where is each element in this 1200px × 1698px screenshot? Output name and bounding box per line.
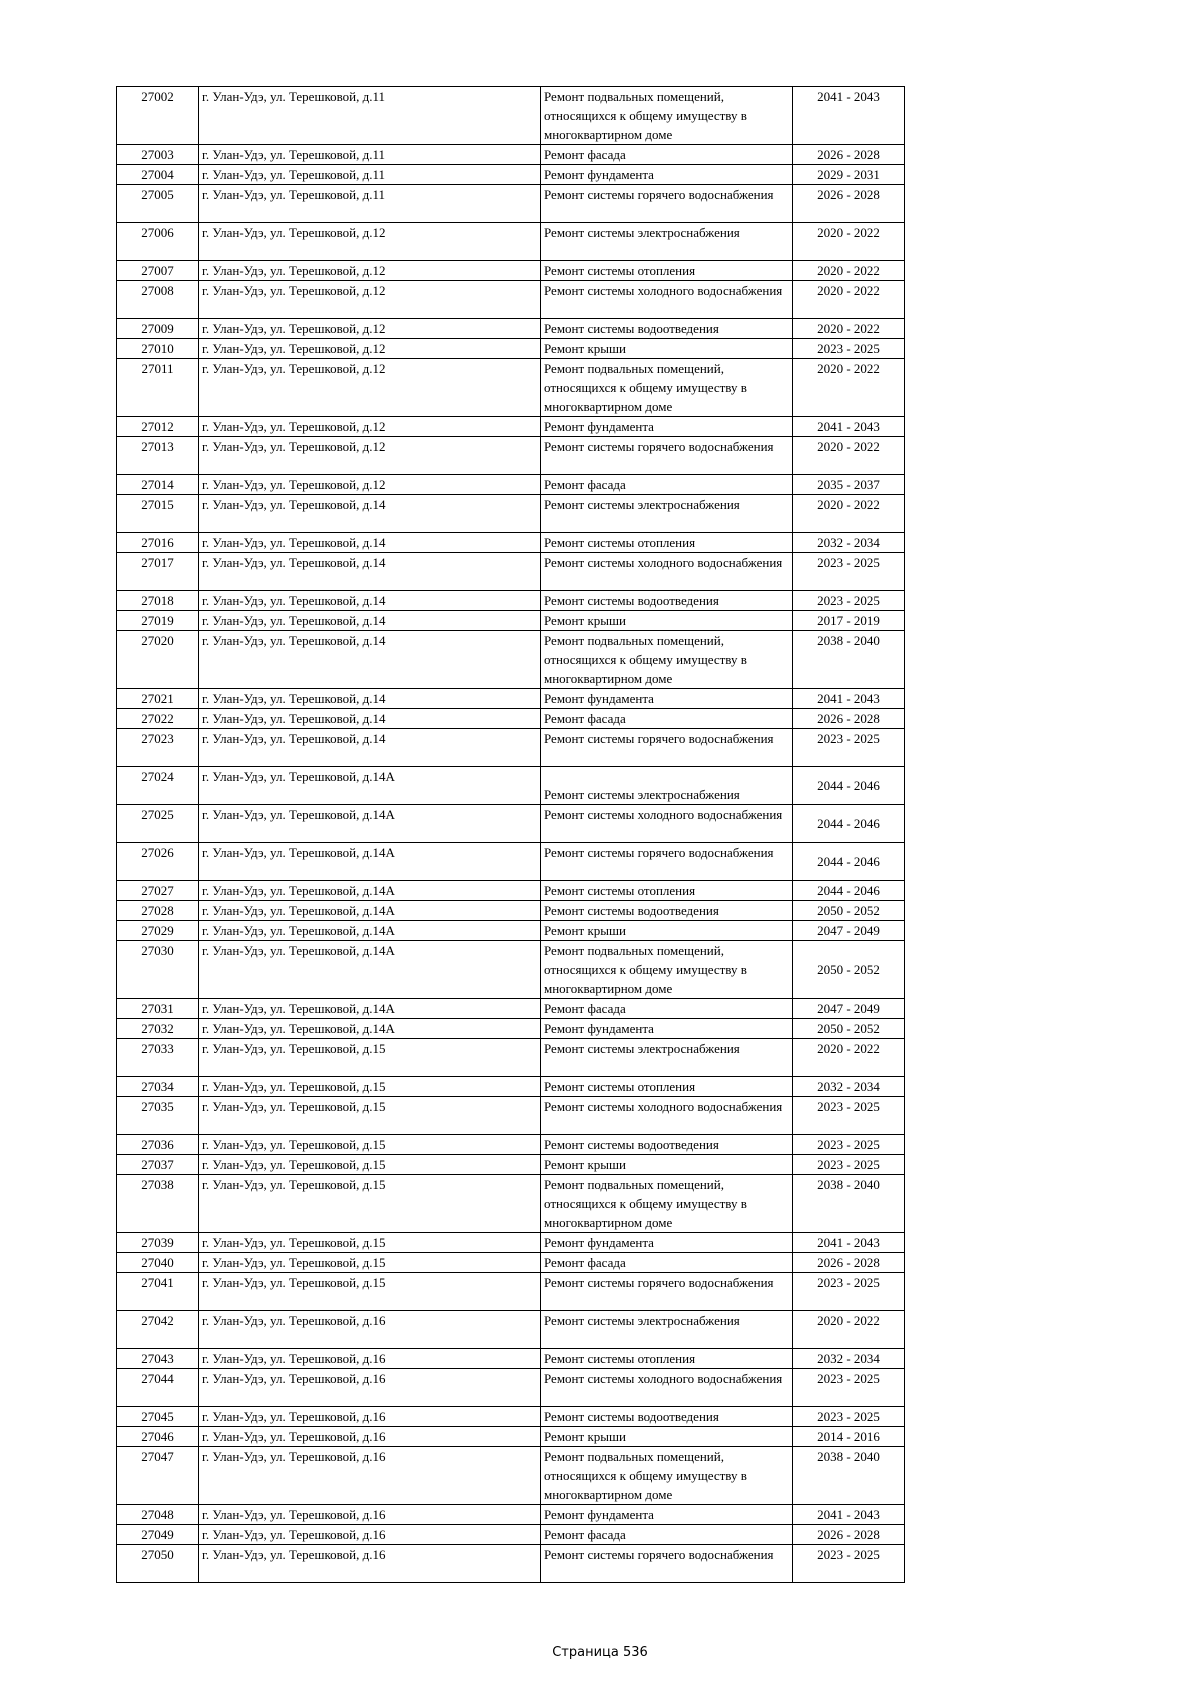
table-row [117,165,905,185]
cell-work-type: Ремонт системы водоотведения [541,1407,793,1427]
cell-period: 2023 - 2025 [793,729,905,767]
cell-object-id: 27037 [117,1155,199,1175]
cell-object-id: 27034 [117,1077,199,1097]
cell-work-type: Ремонт системы горячего водоснабжения [541,729,793,767]
cell-address: г. Улан-Удэ, ул. Терешковой, д.11 [199,165,541,185]
cell-period: 2038 - 2040 [793,631,905,689]
table-row [117,843,905,881]
cell-work-type: Ремонт фундамента [541,1505,793,1525]
cell-object-id: 27017 [117,553,199,591]
cell-address: г. Улан-Удэ, ул. Терешковой, д.11 [199,185,541,223]
table-row [117,1039,905,1077]
cell-work-type: Ремонт системы горячего водоснабжения [541,1545,793,1583]
table-row [117,1135,905,1155]
cell-object-id: 27048 [117,1505,199,1525]
table-row [117,1097,905,1135]
table-row [117,281,905,319]
cell-address: г. Улан-Удэ, ул. Терешковой, д.15 [199,1175,541,1233]
cell-work-type: Ремонт системы отопления [541,261,793,281]
cell-address: г. Улан-Удэ, ул. Терешковой, д.14А [199,843,541,881]
table-row [117,1155,905,1175]
cell-address: г. Улан-Удэ, ул. Терешковой, д.14 [199,689,541,709]
cell-address: г. Улан-Удэ, ул. Терешковой, д.14А [199,901,541,921]
cell-work-type: Ремонт системы электроснабжения [541,495,793,533]
cell-object-id: 27043 [117,1349,199,1369]
cell-object-id: 27024 [117,767,199,805]
cell-address: г. Улан-Удэ, ул. Терешковой, д.15 [199,1135,541,1155]
cell-work-type: Ремонт системы холодного водоснабжения [541,1097,793,1135]
cell-object-id: 27026 [117,843,199,881]
cell-work-type: Ремонт системы водоотведения [541,1135,793,1155]
cell-period: 2023 - 2025 [793,591,905,611]
cell-address: г. Улан-Удэ, ул. Терешковой, д.16 [199,1505,541,1525]
cell-object-id: 27006 [117,223,199,261]
cell-work-type: Ремонт подвальных помещений, относящихся к общему имуществу в многоквартирном доме [541,359,793,417]
cell-object-id: 27011 [117,359,199,417]
cell-object-id: 27020 [117,631,199,689]
cell-period: 2029 - 2031 [793,165,905,185]
cell-address: г. Улан-Удэ, ул. Терешковой, д.12 [199,437,541,475]
cell-address: г. Улан-Удэ, ул. Терешковой, д.15 [199,1273,541,1311]
cell-period: 2044 - 2046 [793,843,905,881]
cell-object-id: 27029 [117,921,199,941]
cell-work-type: Ремонт крыши [541,611,793,631]
cell-period: 2050 - 2052 [793,901,905,921]
table-row [117,901,905,921]
cell-work-type: Ремонт системы отопления [541,1077,793,1097]
cell-period: 2032 - 2034 [793,533,905,553]
cell-period: 2020 - 2022 [793,359,905,417]
cell-period: 2026 - 2028 [793,185,905,223]
cell-object-id: 27050 [117,1545,199,1583]
cell-object-id: 27009 [117,319,199,339]
cell-period: 2023 - 2025 [793,1545,905,1583]
cell-period: 2047 - 2049 [793,921,905,941]
table-row [117,1077,905,1097]
cell-period: 2020 - 2022 [793,1311,905,1349]
cell-work-type: Ремонт фасада [541,709,793,729]
cell-work-type: Ремонт системы холодного водоснабжения [541,1369,793,1407]
cell-object-id: 27016 [117,533,199,553]
cell-object-id: 27013 [117,437,199,475]
table-row [117,1253,905,1273]
cell-period: 2050 - 2052 [793,1019,905,1039]
cell-address: г. Улан-Удэ, ул. Терешковой, д.14А [199,767,541,805]
cell-address: г. Улан-Удэ, ул. Терешковой, д.14А [199,941,541,999]
cell-work-type: Ремонт подвальных помещений, относящихся к общему имуществу в многоквартирном доме [541,1175,793,1233]
cell-address: г. Улан-Удэ, ул. Терешковой, д.11 [199,87,541,145]
cell-address: г. Улан-Удэ, ул. Терешковой, д.14 [199,709,541,729]
cell-period: 2017 - 2019 [793,611,905,631]
cell-object-id: 27042 [117,1311,199,1349]
table-row [117,553,905,591]
cell-object-id: 27003 [117,145,199,165]
cell-period: 2023 - 2025 [793,1135,905,1155]
cell-object-id: 27036 [117,1135,199,1155]
cell-object-id: 27005 [117,185,199,223]
cell-work-type: Ремонт системы электроснабжения [541,767,793,805]
cell-period: 2014 - 2016 [793,1427,905,1447]
cell-work-type: Ремонт системы отопления [541,1349,793,1369]
cell-work-type: Ремонт фасада [541,1525,793,1545]
cell-work-type: Ремонт фасада [541,475,793,495]
cell-address: г. Улан-Удэ, ул. Терешковой, д.16 [199,1407,541,1427]
cell-work-type: Ремонт крыши [541,921,793,941]
table-row [117,729,905,767]
cell-work-type: Ремонт системы водоотведения [541,901,793,921]
cell-object-id: 27030 [117,941,199,999]
cell-period: 2020 - 2022 [793,437,905,475]
table-row [117,145,905,165]
cell-address: г. Улан-Удэ, ул. Терешковой, д.15 [199,1077,541,1097]
cell-work-type: Ремонт системы горячего водоснабжения [541,185,793,223]
repair-schedule-table [116,86,905,1583]
table-row [117,921,905,941]
cell-work-type: Ремонт подвальных помещений, относящихся к общему имуществу в многоквартирном доме [541,87,793,145]
table-row [117,591,905,611]
cell-address: г. Улан-Удэ, ул. Терешковой, д.15 [199,1253,541,1273]
cell-work-type: Ремонт системы горячего водоснабжения [541,1273,793,1311]
cell-work-type: Ремонт подвальных помещений, относящихся к общему имуществу в многоквартирном доме [541,631,793,689]
table-row [117,999,905,1019]
table-row [117,1407,905,1427]
cell-address: г. Улан-Удэ, ул. Терешковой, д.14А [199,921,541,941]
cell-work-type: Ремонт системы электроснабжения [541,223,793,261]
cell-period: 2041 - 2043 [793,417,905,437]
cell-period: 2041 - 2043 [793,87,905,145]
cell-object-id: 27015 [117,495,199,533]
cell-period: 2023 - 2025 [793,1273,905,1311]
cell-object-id: 27027 [117,881,199,901]
table-row [117,223,905,261]
cell-address: г. Улан-Удэ, ул. Терешковой, д.12 [199,417,541,437]
cell-work-type: Ремонт системы горячего водоснабжения [541,437,793,475]
cell-object-id: 27023 [117,729,199,767]
cell-work-type: Ремонт крыши [541,1427,793,1447]
page-number: Страница 536 [552,1645,648,1660]
cell-object-id: 27039 [117,1233,199,1253]
cell-period: 2023 - 2025 [793,1407,905,1427]
table-row [117,1369,905,1407]
cell-address: г. Улан-Удэ, ул. Терешковой, д.12 [199,281,541,319]
cell-object-id: 27033 [117,1039,199,1077]
cell-address: г. Улан-Удэ, ул. Терешковой, д.14А [199,881,541,901]
cell-work-type: Ремонт системы холодного водоснабжения [541,805,793,843]
cell-period: 2032 - 2034 [793,1349,905,1369]
table-row [117,437,905,475]
cell-object-id: 27031 [117,999,199,1019]
table-row [117,475,905,495]
cell-work-type: Ремонт фундамента [541,1019,793,1039]
cell-object-id: 27012 [117,417,199,437]
table-row [117,709,905,729]
cell-address: г. Улан-Удэ, ул. Терешковой, д.14 [199,553,541,591]
cell-address: г. Улан-Удэ, ул. Терешковой, д.12 [199,359,541,417]
cell-work-type: Ремонт системы горячего водоснабжения [541,843,793,881]
cell-period: 2026 - 2028 [793,145,905,165]
cell-period: 2044 - 2046 [793,805,905,843]
cell-address: г. Улан-Удэ, ул. Терешковой, д.14 [199,631,541,689]
cell-work-type: Ремонт подвальных помещений, относящихся к общему имуществу в многоквартирном доме [541,1447,793,1505]
table-row [117,533,905,553]
cell-period: 2047 - 2049 [793,999,905,1019]
table-row [117,261,905,281]
cell-object-id: 27038 [117,1175,199,1233]
table-row [117,805,905,843]
cell-address: г. Улан-Удэ, ул. Терешковой, д.15 [199,1155,541,1175]
cell-address: г. Улан-Удэ, ул. Терешковой, д.14А [199,805,541,843]
cell-work-type: Ремонт системы холодного водоснабжения [541,281,793,319]
cell-period: 2020 - 2022 [793,495,905,533]
cell-address: г. Улан-Удэ, ул. Терешковой, д.16 [199,1447,541,1505]
cell-object-id: 27044 [117,1369,199,1407]
cell-period: 2038 - 2040 [793,1175,905,1233]
table-row [117,359,905,417]
cell-address: г. Улан-Удэ, ул. Терешковой, д.16 [199,1525,541,1545]
cell-address: г. Улан-Удэ, ул. Терешковой, д.16 [199,1545,541,1583]
cell-period: 2020 - 2022 [793,1039,905,1077]
table-row [117,1447,905,1505]
cell-work-type: Ремонт фасада [541,145,793,165]
cell-object-id: 27019 [117,611,199,631]
cell-object-id: 27007 [117,261,199,281]
cell-period: 2023 - 2025 [793,1097,905,1135]
cell-period: 2023 - 2025 [793,1369,905,1407]
cell-object-id: 27045 [117,1407,199,1427]
cell-period: 2038 - 2040 [793,1447,905,1505]
table-row [117,1233,905,1253]
cell-address: г. Улан-Удэ, ул. Терешковой, д.14 [199,533,541,553]
cell-work-type: Ремонт системы холодного водоснабжения [541,553,793,591]
table-row [117,1019,905,1039]
cell-work-type: Ремонт фасада [541,999,793,1019]
cell-address: г. Улан-Удэ, ул. Терешковой, д.14А [199,999,541,1019]
cell-object-id: 27008 [117,281,199,319]
cell-object-id: 27022 [117,709,199,729]
cell-work-type: Ремонт крыши [541,339,793,359]
cell-address: г. Улан-Удэ, ул. Терешковой, д.12 [199,475,541,495]
cell-period: 2050 - 2052 [793,941,905,999]
cell-address: г. Улан-Удэ, ул. Терешковой, д.12 [199,261,541,281]
table-row [117,631,905,689]
cell-object-id: 27004 [117,165,199,185]
cell-work-type: Ремонт системы отопления [541,881,793,901]
cell-object-id: 27041 [117,1273,199,1311]
cell-object-id: 27002 [117,87,199,145]
cell-object-id: 27028 [117,901,199,921]
cell-period: 2023 - 2025 [793,553,905,591]
cell-period: 2044 - 2046 [793,881,905,901]
cell-period: 2044 - 2046 [793,767,905,805]
cell-object-id: 27040 [117,1253,199,1273]
cell-work-type: Ремонт системы водоотведения [541,591,793,611]
cell-period: 2032 - 2034 [793,1077,905,1097]
table-row [117,611,905,631]
cell-address: г. Улан-Удэ, ул. Терешковой, д.12 [199,339,541,359]
cell-address: г. Улан-Удэ, ул. Терешковой, д.11 [199,145,541,165]
cell-period: 2020 - 2022 [793,281,905,319]
cell-address: г. Улан-Удэ, ул. Терешковой, д.14 [199,729,541,767]
cell-address: г. Улан-Удэ, ул. Терешковой, д.12 [199,223,541,261]
cell-object-id: 27035 [117,1097,199,1135]
cell-period: 2023 - 2025 [793,1155,905,1175]
cell-work-type: Ремонт крыши [541,1155,793,1175]
cell-work-type: Ремонт фундамента [541,689,793,709]
cell-work-type: Ремонт фундамента [541,1233,793,1253]
cell-work-type: Ремонт системы электроснабжения [541,1039,793,1077]
cell-work-type: Ремонт фасада [541,1253,793,1273]
cell-work-type: Ремонт системы водоотведения [541,319,793,339]
table-row [117,319,905,339]
table-row [117,1273,905,1311]
cell-work-type: Ремонт подвальных помещений, относящихся к общему имуществу в многоквартирном доме [541,941,793,999]
cell-period: 2020 - 2022 [793,261,905,281]
cell-period: 2023 - 2025 [793,339,905,359]
cell-period: 2041 - 2043 [793,1233,905,1253]
table-row [117,941,905,999]
cell-work-type: Ремонт системы отопления [541,533,793,553]
table-row [117,689,905,709]
cell-period: 2035 - 2037 [793,475,905,495]
cell-object-id: 27032 [117,1019,199,1039]
cell-address: г. Улан-Удэ, ул. Терешковой, д.15 [199,1233,541,1253]
cell-object-id: 27025 [117,805,199,843]
cell-address: г. Улан-Удэ, ул. Терешковой, д.15 [199,1039,541,1077]
cell-address: г. Улан-Удэ, ул. Терешковой, д.14 [199,591,541,611]
cell-object-id: 27047 [117,1447,199,1505]
cell-work-type: Ремонт фундамента [541,417,793,437]
cell-address: г. Улан-Удэ, ул. Терешковой, д.14 [199,611,541,631]
cell-object-id: 27014 [117,475,199,495]
table-row [117,767,905,805]
cell-address: г. Улан-Удэ, ул. Терешковой, д.16 [199,1427,541,1447]
table-row [117,881,905,901]
table-row [117,87,905,145]
table-row [117,339,905,359]
cell-object-id: 27018 [117,591,199,611]
cell-work-type: Ремонт фундамента [541,165,793,185]
cell-period: 2026 - 2028 [793,1253,905,1273]
table-row [117,1525,905,1545]
cell-period: 2041 - 2043 [793,689,905,709]
cell-period: 2026 - 2028 [793,709,905,729]
cell-address: г. Улан-Удэ, ул. Терешковой, д.16 [199,1369,541,1407]
cell-period: 2020 - 2022 [793,319,905,339]
table-row [117,1505,905,1525]
cell-object-id: 27046 [117,1427,199,1447]
table-row [117,185,905,223]
table-row [117,1175,905,1233]
cell-address: г. Улан-Удэ, ул. Терешковой, д.15 [199,1097,541,1135]
cell-period: 2020 - 2022 [793,223,905,261]
table-row [117,417,905,437]
table-row [117,1545,905,1583]
cell-address: г. Улан-Удэ, ул. Терешковой, д.12 [199,319,541,339]
cell-object-id: 27021 [117,689,199,709]
cell-address: г. Улан-Удэ, ул. Терешковой, д.14А [199,1019,541,1039]
cell-address: г. Улан-Удэ, ул. Терешковой, д.14 [199,495,541,533]
cell-period: 2026 - 2028 [793,1525,905,1545]
cell-object-id: 27049 [117,1525,199,1545]
table-row [117,495,905,533]
repair-schedule-body [117,87,905,1583]
cell-object-id: 27010 [117,339,199,359]
cell-address: г. Улан-Удэ, ул. Терешковой, д.16 [199,1311,541,1349]
cell-address: г. Улан-Удэ, ул. Терешковой, д.16 [199,1349,541,1369]
cell-period: 2041 - 2043 [793,1505,905,1525]
table-row [117,1311,905,1349]
cell-work-type: Ремонт системы электроснабжения [541,1311,793,1349]
table-row [117,1349,905,1369]
table-row [117,1427,905,1447]
